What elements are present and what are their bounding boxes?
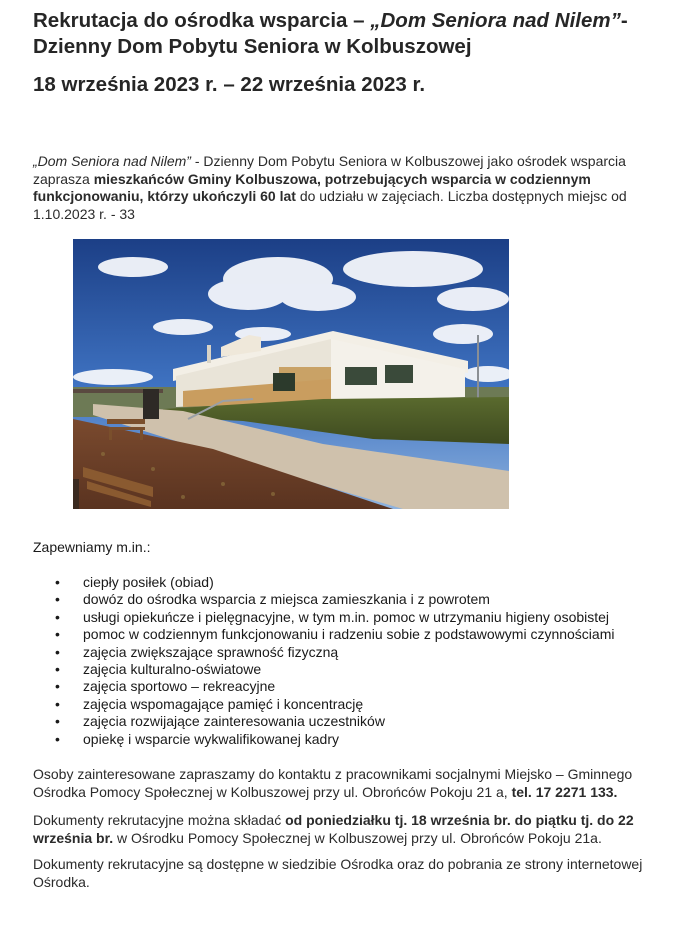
page-title (33, 8, 663, 60)
contact-text: Osoby zainteresowane zapraszamy do kontaktu z pracownikami socjalnymi Miejsko – Gminnego Ośrodka Pomocy Społecznej w Kolbuszowej przy ul. Obrońców Pokoju 21 a, (33, 766, 633, 800)
list-item: • ciepły posiłek (obiad) (33, 574, 614, 591)
list-item: • dowóz do ośrodka wsparcia z miejsca zamieszkania i z powrotem (33, 591, 614, 608)
intro-text-1: - Dzienny Dom Pobytu Seniora w Kolbuszowej jako ośrodek wsparcia zaprasza (33, 153, 626, 187)
services-list (33, 574, 614, 748)
list-item: • zajęcia wspomagające pamięć i koncentrację (33, 696, 614, 713)
intro-text-2: do udziału w zajęciach. Liczba dostępnych miejsc od 1.10.2023 r. - 33 (33, 188, 627, 222)
list-item: • zajęcia zwiększające sprawność fizyczną (33, 644, 614, 661)
services-lead: Zapewniamy m.in.: (33, 539, 151, 555)
intro-bold: mieszkańców Gminy Kolbuszowa, potrzebujących wsparcia w codziennym funkcjonowaniu, którzy ukończyli 60 lat (33, 170, 591, 204)
documents-text-2: w Ośrodku Pomocy Społecznej w Kolbuszowej przy ul. Obrońców Pokoju 21a. (113, 829, 602, 846)
list-item: • usługi opiekuńcze i pielęgnacyjne, w tym m.in. pomoc w utrzymaniu higieny osobistej (33, 609, 614, 626)
title-part2: - Dzienny Dom Pobytu Seniora w Kolbuszowej (33, 9, 628, 58)
contact-phone: tel. 17 2271 133. (511, 783, 618, 800)
title-part1: Rekrutacja do ośrodka wsparcia – (33, 9, 371, 32)
recruitment-dates: 18 września 2023 r. – 22 września 2023 r. (33, 73, 426, 96)
list-item: • zajęcia rozwijające zainteresowania uczestników (33, 713, 614, 730)
documents-paragraph (33, 812, 673, 847)
list-item: • opiekę i wsparcie wykwalifikowanej kadry (33, 731, 614, 748)
title-italic: „Dom Seniora nad Nilem” (370, 9, 621, 32)
intro-paragraph (33, 153, 663, 223)
list-item: • zajęcia kulturalno-oświatowe (33, 661, 614, 678)
documents-dates: od poniedziałku tj. 18 września br. do piątku tj. do 22 września br. (33, 812, 634, 846)
availability-paragraph: Dokumenty rekrutacyjne są dostępne w siedzibie Ośrodka oraz do pobrania ze strony internetowej Ośrodka. (33, 856, 643, 890)
contact-paragraph (33, 766, 673, 801)
building-photo (73, 239, 509, 509)
list-item: • zajęcia sportowo – rekreacyjne (33, 678, 614, 695)
intro-name: „Dom Seniora nad Nilem” (33, 153, 191, 169)
list-item: • pomoc w codziennym funkcjonowaniu i radzeniu sobie z podstawowymi czynnościami (33, 626, 614, 643)
documents-text-1: Dokumenty rekrutacyjne można składać (33, 812, 286, 828)
